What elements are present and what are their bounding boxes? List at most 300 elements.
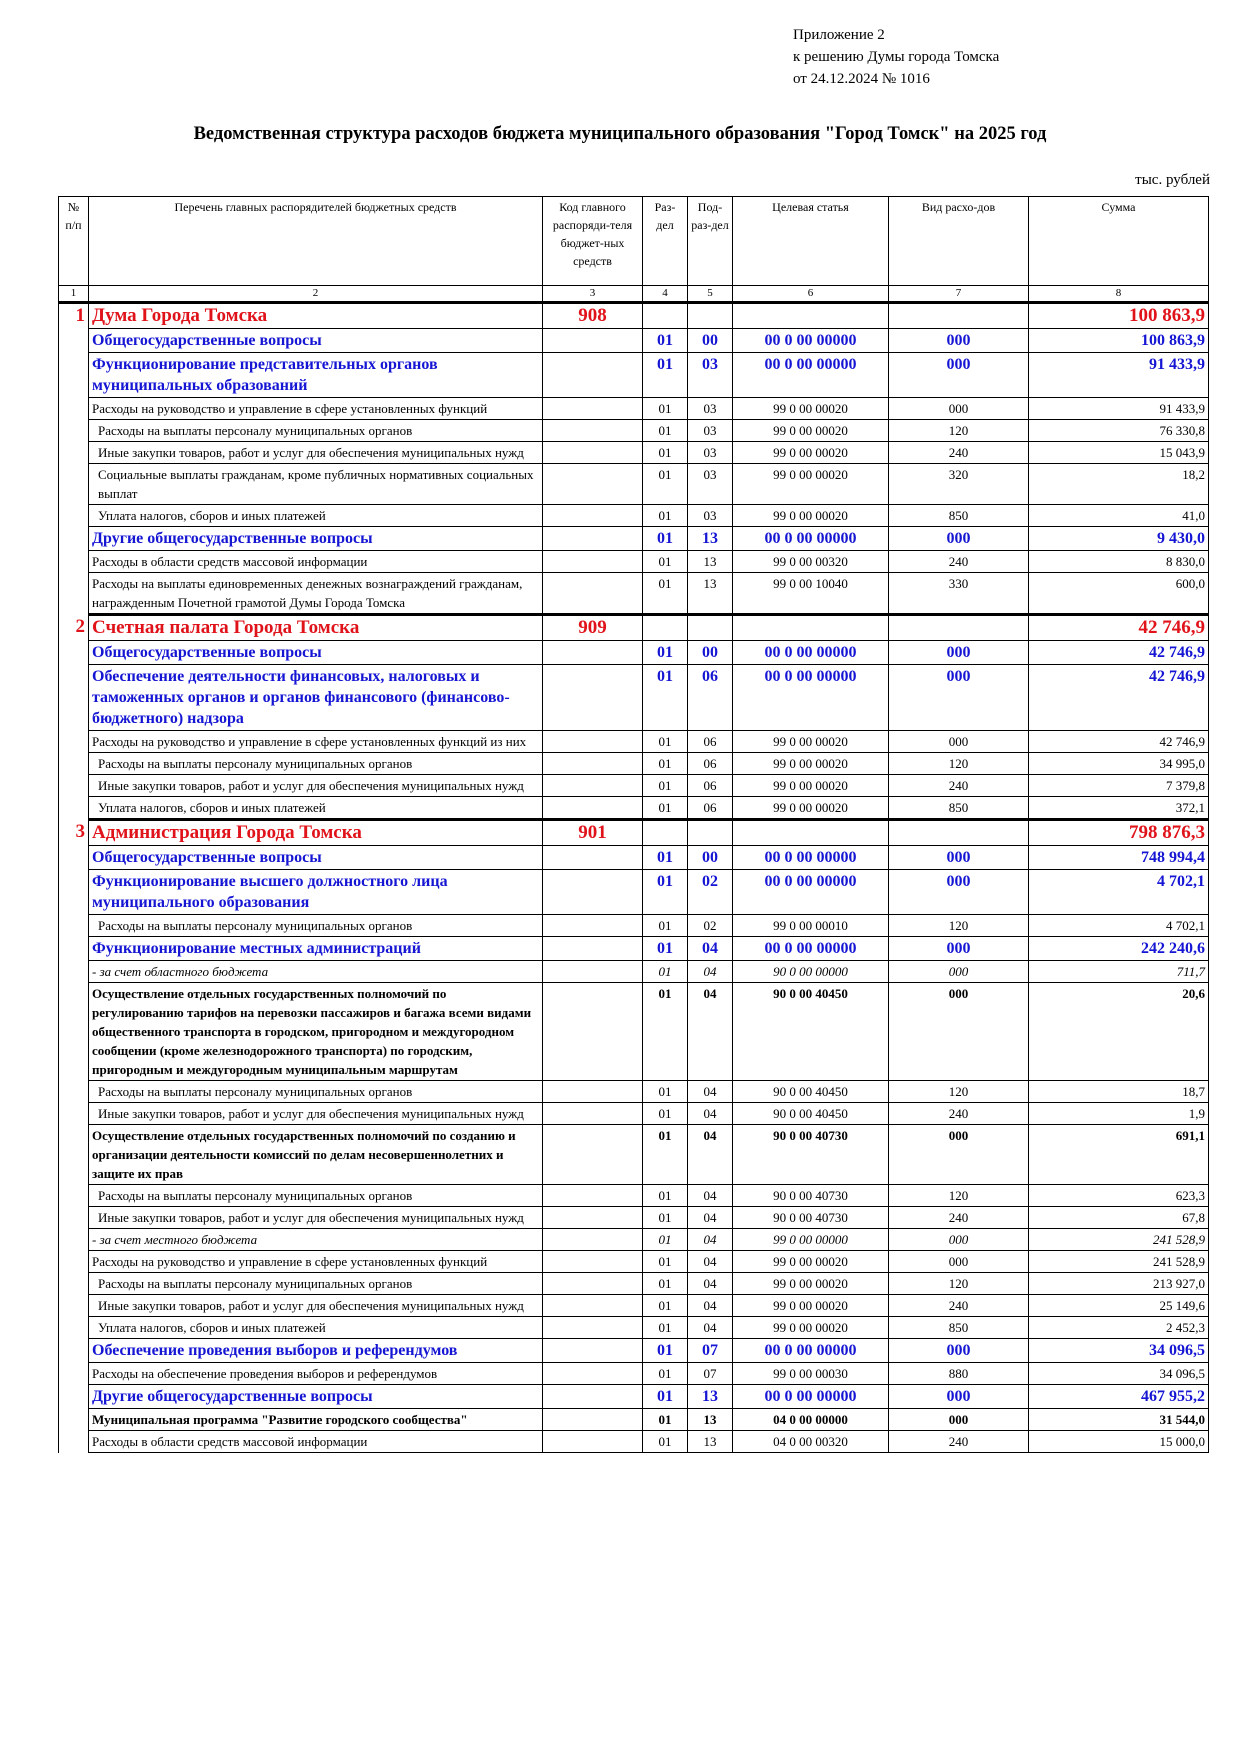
row-target: 99 0 00 00020	[733, 753, 889, 775]
row-sum: 34 096,5	[1029, 1363, 1209, 1385]
row-number	[59, 1103, 89, 1125]
row-subsection: 03	[688, 353, 733, 398]
row-subsection: 13	[688, 1385, 733, 1409]
row-target: 00 0 00 00000	[733, 641, 889, 665]
row-number	[59, 731, 89, 753]
row-expense-type: 000	[889, 846, 1029, 870]
row-target: 00 0 00 00000	[733, 1339, 889, 1363]
row-subsection: 13	[688, 551, 733, 573]
row-number	[59, 420, 89, 442]
row-sum: 600,0	[1029, 573, 1209, 615]
table-row	[59, 353, 1209, 398]
table-row	[59, 505, 1209, 527]
row-subsection	[688, 820, 733, 846]
row-number	[59, 1295, 89, 1317]
row-name: Иные закупки товаров, работ и услуг для обеспечения муниципальных нужд	[89, 775, 543, 797]
row-code	[543, 464, 643, 505]
row-number: 1	[59, 303, 89, 329]
row-name: Функционирование высшего должностного лица муниципального образования	[89, 870, 543, 915]
row-sum: 8 830,0	[1029, 551, 1209, 573]
header-sum: Сумма	[1029, 197, 1209, 286]
row-subsection: 04	[688, 1317, 733, 1339]
row-subsection: 04	[688, 983, 733, 1081]
row-target: 99 0 00 00020	[733, 464, 889, 505]
row-target: 00 0 00 00000	[733, 870, 889, 915]
row-name: Счетная палата Города Томска	[89, 615, 543, 641]
row-code	[543, 527, 643, 551]
row-number	[59, 1339, 89, 1363]
row-expense-type: 000	[889, 641, 1029, 665]
row-number	[59, 527, 89, 551]
row-sum: 42 746,9	[1029, 641, 1209, 665]
row-target: 90 0 00 40450	[733, 1103, 889, 1125]
row-expense-type: 000	[889, 329, 1029, 353]
table-row	[59, 870, 1209, 915]
table-row	[59, 1081, 1209, 1103]
row-section: 01	[643, 1185, 688, 1207]
row-sum: 34 096,5	[1029, 1339, 1209, 1363]
row-subsection: 04	[688, 937, 733, 961]
row-code	[543, 915, 643, 937]
row-name: Администрация Города Томска	[89, 820, 543, 846]
row-sum: 67,8	[1029, 1207, 1209, 1229]
row-target: 99 0 00 00020	[733, 398, 889, 420]
row-number	[59, 1385, 89, 1409]
row-code	[543, 753, 643, 775]
row-target: 90 0 00 00000	[733, 961, 889, 983]
row-name: Расходы на обеспечение проведения выборов и референдумов	[89, 1363, 543, 1385]
row-code	[543, 846, 643, 870]
row-sum: 467 955,2	[1029, 1385, 1209, 1409]
row-expense-type: 850	[889, 1317, 1029, 1339]
row-name: Иные закупки товаров, работ и услуг для обеспечения муниципальных нужд	[89, 1207, 543, 1229]
row-name: Уплата налогов, сборов и иных платежей	[89, 1317, 543, 1339]
row-target: 99 0 00 00020	[733, 1317, 889, 1339]
column-numbers	[59, 286, 1209, 303]
row-target: 04 0 00 00000	[733, 1409, 889, 1431]
row-sum: 42 746,9	[1029, 731, 1209, 753]
row-expense-type: 240	[889, 442, 1029, 464]
row-target	[733, 820, 889, 846]
row-name: Расходы в области средств массовой информации	[89, 1431, 543, 1453]
row-section: 01	[643, 983, 688, 1081]
row-name: Иные закупки товаров, работ и услуг для обеспечения муниципальных нужд	[89, 1103, 543, 1125]
row-code	[543, 1273, 643, 1295]
row-sum: 100 863,9	[1029, 303, 1209, 329]
row-code	[543, 442, 643, 464]
row-subsection: 04	[688, 1229, 733, 1251]
row-sum: 76 330,8	[1029, 420, 1209, 442]
row-sum: 242 240,6	[1029, 937, 1209, 961]
row-section: 01	[643, 442, 688, 464]
row-number	[59, 983, 89, 1081]
row-sum: 711,7	[1029, 961, 1209, 983]
row-section: 01	[643, 870, 688, 915]
header-subsection: Под-раз-дел	[688, 197, 733, 286]
row-expense-type: 120	[889, 1081, 1029, 1103]
row-subsection: 00	[688, 329, 733, 353]
row-subsection: 04	[688, 1185, 733, 1207]
row-number	[59, 505, 89, 527]
row-code	[543, 961, 643, 983]
row-subsection: 03	[688, 464, 733, 505]
row-name: Расходы на выплаты персоналу муниципальных органов	[89, 753, 543, 775]
row-number	[59, 870, 89, 915]
row-number	[59, 1251, 89, 1273]
row-number: 3	[59, 820, 89, 846]
row-target: 90 0 00 40450	[733, 1081, 889, 1103]
row-code	[543, 505, 643, 527]
row-subsection: 04	[688, 1251, 733, 1273]
row-target: 00 0 00 00000	[733, 665, 889, 731]
row-code	[543, 1317, 643, 1339]
row-sum: 798 876,3	[1029, 820, 1209, 846]
row-expense-type: 320	[889, 464, 1029, 505]
table-row	[59, 961, 1209, 983]
row-subsection: 13	[688, 1431, 733, 1453]
row-subsection: 13	[688, 573, 733, 615]
row-number	[59, 442, 89, 464]
row-number	[59, 1273, 89, 1295]
column-number: 4	[643, 286, 688, 303]
row-number	[59, 1125, 89, 1185]
row-expense-type: 240	[889, 551, 1029, 573]
row-sum: 42 746,9	[1029, 665, 1209, 731]
row-sum: 20,6	[1029, 983, 1209, 1081]
row-target: 99 0 00 00020	[733, 1273, 889, 1295]
row-section: 01	[643, 420, 688, 442]
column-number: 2	[89, 286, 543, 303]
row-expense-type: 000	[889, 1125, 1029, 1185]
row-target: 90 0 00 40450	[733, 983, 889, 1081]
row-section: 01	[643, 527, 688, 551]
column-number: 7	[889, 286, 1029, 303]
row-section: 01	[643, 1081, 688, 1103]
document-title: Ведомственная структура расходов бюджета муниципального образования "Город Томск" на 2025 год	[193, 124, 1047, 144]
row-expense-type: 120	[889, 1273, 1029, 1295]
table-header	[59, 197, 1209, 286]
row-number	[59, 846, 89, 870]
row-name: Уплата налогов, сборов и иных платежей	[89, 505, 543, 527]
row-target: 00 0 00 00000	[733, 527, 889, 551]
row-name: Расходы на выплаты персоналу муниципальных органов	[89, 420, 543, 442]
row-sum: 31 544,0	[1029, 1409, 1209, 1431]
row-target: 90 0 00 40730	[733, 1207, 889, 1229]
row-section: 01	[643, 937, 688, 961]
row-expense-type: 240	[889, 1207, 1029, 1229]
row-code	[543, 1081, 643, 1103]
row-sum: 691,1	[1029, 1125, 1209, 1185]
header-num: № п/п	[59, 197, 89, 286]
row-number	[59, 353, 89, 398]
row-code	[543, 641, 643, 665]
row-sum: 748 994,4	[1029, 846, 1209, 870]
row-target: 99 0 00 00030	[733, 1363, 889, 1385]
row-sum: 7 379,8	[1029, 775, 1209, 797]
row-name: Расходы на руководство и управление в сфере установленных функций из них	[89, 731, 543, 753]
row-expense-type: 120	[889, 420, 1029, 442]
row-sum: 91 433,9	[1029, 353, 1209, 398]
row-subsection: 03	[688, 398, 733, 420]
row-expense-type: 000	[889, 1339, 1029, 1363]
row-section: 01	[643, 1251, 688, 1273]
row-section: 01	[643, 1317, 688, 1339]
row-section: 01	[643, 551, 688, 573]
row-number: 2	[59, 615, 89, 641]
row-section: 01	[643, 1295, 688, 1317]
row-subsection: 02	[688, 915, 733, 937]
row-section: 01	[643, 665, 688, 731]
row-target: 04 0 00 00320	[733, 1431, 889, 1453]
table-row	[59, 1229, 1209, 1251]
row-name: Расходы на выплаты персоналу муниципальных органов	[89, 1185, 543, 1207]
budget-table	[58, 196, 1209, 1453]
row-code	[543, 1125, 643, 1185]
row-target: 99 0 00 00020	[733, 775, 889, 797]
row-sum: 623,3	[1029, 1185, 1209, 1207]
row-code	[543, 1409, 643, 1431]
table-row	[59, 398, 1209, 420]
row-code	[543, 1339, 643, 1363]
row-code	[543, 1295, 643, 1317]
table-row	[59, 915, 1209, 937]
row-subsection: 04	[688, 1207, 733, 1229]
row-number	[59, 961, 89, 983]
row-expense-type: 850	[889, 505, 1029, 527]
row-sum: 241 528,9	[1029, 1229, 1209, 1251]
row-section: 01	[643, 353, 688, 398]
row-section: 01	[643, 753, 688, 775]
row-subsection: 07	[688, 1339, 733, 1363]
header-name: Перечень главных распорядителей бюджетных средств	[89, 197, 543, 286]
appendix-line: к решению Думы города Томска	[793, 49, 1000, 65]
row-number	[59, 464, 89, 505]
row-number	[59, 1229, 89, 1251]
table-row	[59, 1251, 1209, 1273]
row-subsection: 00	[688, 846, 733, 870]
table-row	[59, 1363, 1209, 1385]
row-target: 99 0 00 00020	[733, 731, 889, 753]
row-number	[59, 551, 89, 573]
table-row	[59, 846, 1209, 870]
row-section: 01	[643, 961, 688, 983]
row-subsection: 07	[688, 1363, 733, 1385]
row-expense-type: 000	[889, 398, 1029, 420]
row-code	[543, 1431, 643, 1453]
row-section	[643, 615, 688, 641]
org-row	[59, 303, 1209, 329]
header-section: Раз-дел	[643, 197, 688, 286]
row-expense-type	[889, 820, 1029, 846]
row-name: Иные закупки товаров, работ и услуг для обеспечения муниципальных нужд	[89, 442, 543, 464]
row-target: 90 0 00 40730	[733, 1125, 889, 1185]
row-name: Расходы на руководство и управление в сфере установленных функций	[89, 398, 543, 420]
row-expense-type: 850	[889, 797, 1029, 820]
row-target: 00 0 00 00000	[733, 329, 889, 353]
row-expense-type	[889, 615, 1029, 641]
row-name: Осуществление отдельных государственных полномочий по регулированию тарифов на перевозки пассажиров и багажа всеми видами общественного транспорта в городском, пригородном и междугородном сообщении (кроме железнодорожного транспорта) по городским, пригородным и междугородным муниципальным маршрутам	[89, 983, 543, 1081]
row-sum: 41,0	[1029, 505, 1209, 527]
row-name: Общегосударственные вопросы	[89, 641, 543, 665]
row-target: 00 0 00 00000	[733, 846, 889, 870]
row-section: 01	[643, 1409, 688, 1431]
appendix-note	[793, 24, 999, 90]
row-target: 99 0 00 00020	[733, 442, 889, 464]
appendix-line: Приложение 2	[793, 27, 885, 43]
row-code	[543, 1103, 643, 1125]
row-name: - за счет областного бюджета	[89, 961, 543, 983]
row-expense-type: 000	[889, 870, 1029, 915]
column-number: 6	[733, 286, 889, 303]
table-row	[59, 1431, 1209, 1453]
row-code	[543, 731, 643, 753]
row-code	[543, 665, 643, 731]
row-subsection: 04	[688, 1081, 733, 1103]
row-name: Обеспечение проведения выборов и референдумов	[89, 1339, 543, 1363]
table-row	[59, 329, 1209, 353]
row-number	[59, 1409, 89, 1431]
row-sum: 42 746,9	[1029, 615, 1209, 641]
table-row	[59, 731, 1209, 753]
row-section: 01	[643, 1431, 688, 1453]
table-row	[59, 1273, 1209, 1295]
row-target: 99 0 00 10040	[733, 573, 889, 615]
row-expense-type: 120	[889, 915, 1029, 937]
row-target	[733, 615, 889, 641]
row-sum: 213 927,0	[1029, 1273, 1209, 1295]
row-target: 99 0 00 00020	[733, 797, 889, 820]
row-name: Расходы на выплаты персоналу муниципальных органов	[89, 1081, 543, 1103]
row-expense-type: 000	[889, 961, 1029, 983]
row-sum: 18,7	[1029, 1081, 1209, 1103]
row-section: 01	[643, 573, 688, 615]
row-subsection: 04	[688, 1125, 733, 1185]
table-row	[59, 527, 1209, 551]
appendix-line: от 24.12.2024 № 1016	[793, 71, 930, 87]
row-section: 01	[643, 731, 688, 753]
row-sum: 4 702,1	[1029, 870, 1209, 915]
row-sum: 34 995,0	[1029, 753, 1209, 775]
row-section: 01	[643, 1273, 688, 1295]
row-code	[543, 983, 643, 1081]
org-row	[59, 820, 1209, 846]
row-section: 01	[643, 641, 688, 665]
row-subsection	[688, 303, 733, 329]
row-expense-type: 880	[889, 1363, 1029, 1385]
row-name: Функционирование представительных органов муниципальных образований	[89, 353, 543, 398]
row-subsection: 03	[688, 505, 733, 527]
row-section: 01	[643, 1339, 688, 1363]
row-section: 01	[643, 505, 688, 527]
row-number	[59, 1363, 89, 1385]
row-subsection: 04	[688, 1273, 733, 1295]
table-row	[59, 1317, 1209, 1339]
row-section: 01	[643, 398, 688, 420]
row-name: Функционирование местных администраций	[89, 937, 543, 961]
row-code	[543, 1207, 643, 1229]
row-section: 01	[643, 775, 688, 797]
row-code	[543, 420, 643, 442]
row-target: 00 0 00 00000	[733, 937, 889, 961]
column-number: 3	[543, 286, 643, 303]
row-subsection: 04	[688, 1103, 733, 1125]
row-expense-type: 000	[889, 1409, 1029, 1431]
row-subsection	[688, 615, 733, 641]
row-code	[543, 870, 643, 915]
table-row	[59, 442, 1209, 464]
table-row	[59, 1125, 1209, 1185]
table-row	[59, 573, 1209, 615]
row-code	[543, 797, 643, 820]
row-expense-type: 000	[889, 1251, 1029, 1273]
row-code	[543, 937, 643, 961]
row-expense-type: 240	[889, 1295, 1029, 1317]
row-subsection: 03	[688, 420, 733, 442]
table-row	[59, 1207, 1209, 1229]
row-subsection: 06	[688, 775, 733, 797]
row-section	[643, 303, 688, 329]
row-sum: 9 430,0	[1029, 527, 1209, 551]
row-subsection: 06	[688, 797, 733, 820]
row-target: 99 0 00 00000	[733, 1229, 889, 1251]
row-sum: 2 452,3	[1029, 1317, 1209, 1339]
row-section	[643, 820, 688, 846]
row-subsection: 06	[688, 665, 733, 731]
table-row	[59, 1295, 1209, 1317]
row-code	[543, 353, 643, 398]
row-expense-type: 000	[889, 983, 1029, 1081]
header-expense-type: Вид расхо-дов	[889, 197, 1029, 286]
row-expense-type: 240	[889, 1103, 1029, 1125]
table-row	[59, 551, 1209, 573]
row-subsection: 02	[688, 870, 733, 915]
row-section: 01	[643, 1207, 688, 1229]
table-row	[59, 775, 1209, 797]
row-sum: 15 043,9	[1029, 442, 1209, 464]
row-subsection: 03	[688, 442, 733, 464]
row-sum: 100 863,9	[1029, 329, 1209, 353]
row-section: 01	[643, 1363, 688, 1385]
row-expense-type: 000	[889, 665, 1029, 731]
table-row	[59, 1103, 1209, 1125]
row-name: Осуществление отдельных государственных полномочий по созданию и организации деятельности комиссий по делам несовершеннолетних и защите их прав	[89, 1125, 543, 1185]
row-section: 01	[643, 1229, 688, 1251]
table-row	[59, 797, 1209, 820]
row-number	[59, 1207, 89, 1229]
row-name: Расходы в области средств массовой информации	[89, 551, 543, 573]
row-number	[59, 797, 89, 820]
row-sum: 1,9	[1029, 1103, 1209, 1125]
row-code: 908	[543, 303, 643, 329]
row-target	[733, 303, 889, 329]
row-code	[543, 1251, 643, 1273]
row-code	[543, 573, 643, 615]
row-name: Обеспечение деятельности финансовых, налоговых и таможенных органов и органов финансового (финансово-бюджетного) надзора	[89, 665, 543, 731]
row-subsection: 13	[688, 527, 733, 551]
table-row	[59, 1409, 1209, 1431]
row-section: 01	[643, 915, 688, 937]
row-subsection: 00	[688, 641, 733, 665]
row-name: Другие общегосударственные вопросы	[89, 527, 543, 551]
table-row	[59, 753, 1209, 775]
row-code	[543, 1363, 643, 1385]
table-row	[59, 1185, 1209, 1207]
row-expense-type: 120	[889, 1185, 1029, 1207]
row-number	[59, 1431, 89, 1453]
column-number: 8	[1029, 286, 1209, 303]
row-number	[59, 665, 89, 731]
row-expense-type: 000	[889, 731, 1029, 753]
